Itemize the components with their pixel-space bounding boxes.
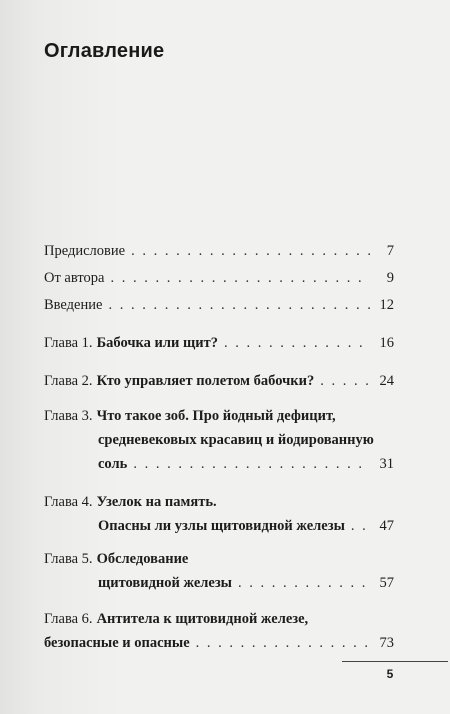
chapter-title-line-1: Обследование (96, 551, 189, 567)
chapter-label: Глава 1. (44, 335, 93, 351)
dot-leader (108, 293, 370, 317)
dot-leader (351, 514, 370, 538)
chapter-label: Глава 5. (44, 551, 93, 567)
chapter-title-line-3: соль (98, 456, 128, 472)
chapter-title-line-1: Что такое зоб. Про йодный дефицит, (96, 408, 336, 424)
toc-entry-chapter-3 (44, 404, 394, 476)
chapter-title: Кто управляет полетом бабочки? (96, 373, 315, 389)
toc-page-number: 7 (386, 243, 394, 259)
toc-page-number: 47 (379, 518, 394, 534)
chapter-title-line-2: средневековых красавиц и йодированную (98, 432, 374, 448)
toc-entry-preface (44, 239, 394, 263)
chapter-label: Глава 4. (44, 494, 93, 510)
dot-leader (131, 239, 370, 263)
dot-leader (133, 452, 370, 476)
toc-entry-label: От автора (44, 270, 105, 286)
toc-entry-from-author (44, 266, 394, 290)
toc-entry-chapter-4 (44, 490, 394, 538)
dot-leader (110, 266, 370, 290)
dot-leader (238, 571, 370, 595)
toc-entry-chapter-5 (44, 547, 394, 595)
chapter-title-line-1: Узелок на память. (96, 494, 217, 510)
toc-entry-label: Введение (44, 297, 103, 313)
dot-leader (196, 631, 370, 655)
dot-leader (224, 331, 370, 355)
chapter-label: Глава 6. (44, 611, 93, 627)
toc-page-number: 73 (379, 635, 394, 651)
toc-page-number: 9 (386, 270, 394, 286)
chapter-label: Глава 3. (44, 408, 93, 424)
toc-page-number: 57 (379, 575, 394, 591)
chapter-title-line-2: Опасны ли узлы щитовидной железы (98, 518, 345, 534)
toc-entry-chapter-2 (44, 369, 394, 393)
chapter-title-line-2: щитовидной железы (98, 575, 232, 591)
toc-entry-label: Предисловие (44, 243, 126, 259)
chapter-title-line-2: безопасные и опасные (44, 635, 190, 651)
toc-page-number: 24 (379, 373, 394, 389)
toc-page-number: 31 (379, 456, 394, 472)
chapter-label: Глава 2. (44, 373, 93, 389)
toc-entry-chapter-6 (44, 607, 394, 655)
dot-leader (320, 369, 370, 393)
page-number: 5 (386, 667, 394, 681)
chapter-title-line-1: Антитела к щитовидной железе, (96, 611, 309, 627)
page-title: Оглавление (44, 40, 165, 62)
toc-entry-introduction (44, 293, 394, 317)
toc-page-number: 12 (379, 297, 394, 313)
footer-rule (342, 661, 448, 662)
toc-entry-chapter-1 (44, 331, 394, 355)
chapter-title: Бабочка или щит? (96, 335, 218, 351)
toc-page-number: 16 (379, 335, 394, 351)
